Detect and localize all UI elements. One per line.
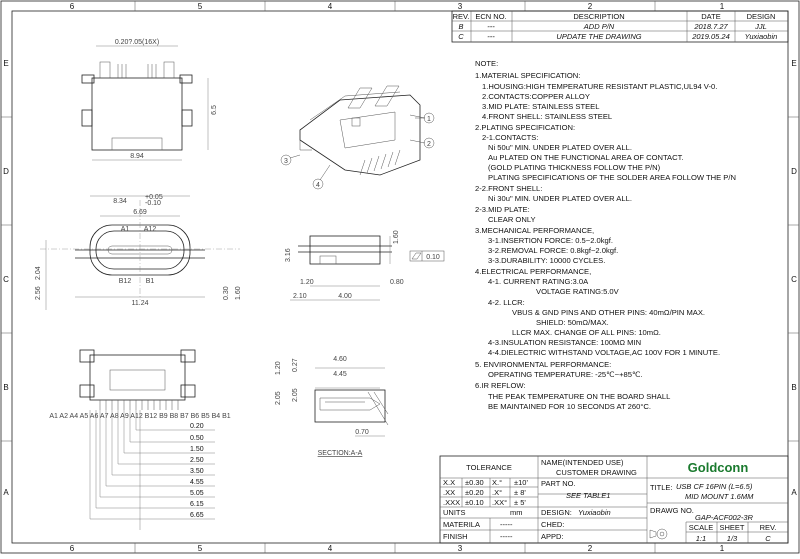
flatness-icon — [412, 253, 421, 259]
dim-side-120: 1.20 — [300, 279, 314, 286]
bottom-view — [49, 350, 230, 530]
finish-value: ----- — [500, 532, 513, 541]
dim-bot-505: 5.05 — [190, 490, 204, 497]
note-2-3-a: CLEAR ONLY — [488, 215, 536, 224]
note-2: 2.PLATING SPECIFICATION: — [475, 123, 576, 132]
grid-col-5-top: 5 — [197, 2, 203, 11]
dim-front-160: 1.60 — [235, 286, 242, 300]
tol-row-1-c: X.° — [492, 478, 503, 487]
rev-row-b-design: JJL — [755, 22, 767, 31]
tol-row-2-b: ±0.20 — [465, 488, 484, 497]
grid-row-c-right: C — [791, 275, 797, 284]
grid-col-2-bottom: 2 — [587, 544, 593, 553]
balloon-2: 2 — [427, 141, 431, 148]
drawing-no-value: GAP-ACF002-3R — [695, 513, 753, 522]
dim-front-669: 6.69 — [133, 209, 147, 216]
note-4-2-a: VBUS & GND PINS AND OTHER PINS: 40mΩ/PIN MAX. — [512, 308, 706, 317]
grid-col-6-bottom: 6 — [69, 544, 75, 553]
name-label: NAME(INTENDED USE) — [541, 458, 624, 467]
grid-row-b-left: B — [3, 383, 9, 392]
dim-sec-0272: 0.27 — [292, 358, 299, 372]
sheet-label: SHEET — [719, 523, 745, 532]
tol-row-1-b: ±0.30 — [465, 478, 484, 487]
dim-sec-445: 4.45 — [333, 371, 347, 378]
notes-block — [475, 59, 736, 411]
note-3: 3.MECHANICAL PERFORMANCE, — [475, 226, 595, 235]
dim-front-256: 2.56 — [35, 286, 42, 300]
dim-flatness: 0.10 — [426, 254, 440, 261]
tol-row-3-b: ±0.10 — [465, 498, 484, 507]
grid-col-5-bottom: 5 — [197, 544, 203, 553]
note-4-1: 4-1. CURRENT RATING:3.0A — [488, 277, 589, 286]
title-line-1: USB CF 16PIN (L=6.5) — [676, 482, 753, 491]
tol-row-2-a: .XX — [443, 488, 456, 497]
tol-row-1-d: ±10' — [514, 478, 528, 487]
note-title: NOTE: — [475, 59, 499, 68]
dim-side-160: 1.60 — [393, 230, 400, 244]
pin-a12-label: A12 — [143, 226, 157, 233]
grid-col-3-top: 3 — [457, 2, 463, 11]
grid-col-6-top: 6 — [69, 2, 75, 11]
tol-row-3-d: ± 5' — [514, 498, 526, 507]
title-block — [440, 456, 788, 543]
approved-label: APPD: — [541, 532, 564, 541]
dim-side-080: 0.80 — [390, 279, 404, 286]
rev-row-c-rev: C — [458, 32, 464, 41]
note-4: 4.ELECTRICAL PERFORMANCE, — [475, 267, 592, 276]
dim-front-1124: 11.24 — [131, 300, 149, 307]
isometric-view — [281, 86, 434, 189]
grid-col-4-top: 4 — [327, 2, 333, 11]
note-2-2: 2-2.FRONT SHELL: — [475, 184, 543, 193]
grid-row-d-right: D — [791, 167, 797, 176]
note-4-2-b: SHIELD: 50mΩ/MAX. — [536, 318, 609, 327]
note-4-2: 4-2. LLCR: — [488, 298, 525, 307]
note-4-2-c: LLCR MAX. CHANGE OF ALL PINS: 10mΩ. — [512, 328, 661, 337]
note-4-1-b: VOLTAGE RATING:5.0V — [536, 287, 619, 296]
pin-b12-label: B12 — [118, 278, 132, 285]
rev-header-design: DESIGN — [746, 12, 776, 21]
balloon-3: 3 — [284, 158, 288, 165]
dim-front-834: 8.34 — [113, 198, 127, 205]
scale-value: 1:1 — [695, 534, 707, 543]
finish-label: FINISH — [443, 532, 468, 541]
pin-b1-label: B1 — [145, 278, 155, 285]
dim-top-pitch: 0.20?.05(16X) — [114, 39, 160, 46]
note-6-1: THE PEAK TEMPERATURE ON THE BOARD SHALL — [488, 392, 671, 401]
title-line-2: MID MOUNT 1.6MM — [685, 492, 754, 501]
dim-bot-350: 3.50 — [190, 468, 204, 475]
note-3-2: 3-2.REMOVAL FORCE: 0.8kgf~2.0kgf. — [488, 246, 619, 255]
dim-bot-150: 1.50 — [190, 446, 204, 453]
dim-front-030: 0.30 — [223, 286, 230, 300]
dim-sec-205: 2.05 — [275, 391, 282, 405]
rev-row-c-ecn: --- — [487, 32, 495, 41]
pin-a1-label: A1 — [120, 226, 130, 233]
note-2-1-d: PLATING SPECIFICATIONS OF THE SOLDER AREA FOLLOW THE P/N — [488, 173, 736, 182]
revision-table — [452, 11, 788, 42]
note-1: 1.MATERIAL SPECIFICATION: — [475, 71, 581, 80]
note-2-2-a: Ni 30u" MIN. UNDER PLATED OVER ALL. — [488, 194, 632, 203]
rev-row-b-description: ADD P/N — [583, 22, 615, 31]
dim-top-width: 8.94 — [130, 153, 144, 160]
drawing-no-label: DRAWG NO. — [650, 506, 694, 515]
note-4-3: 4-3.INSULATION RESISTANCE: 100MΩ MIN — [488, 338, 642, 347]
grid-row-c-left: C — [3, 275, 9, 284]
dim-top-height: 6.5 — [211, 105, 218, 115]
rev-row-c-design: Yuxiaobin — [744, 32, 778, 41]
design-label: DESIGN: — [541, 508, 572, 517]
tol-row-3-c: .XX° — [492, 498, 508, 507]
rev-row-c-date: 2019.05.24 — [692, 32, 730, 41]
front-view — [35, 194, 242, 310]
rev-header-rev: REV. — [452, 12, 470, 21]
grid-row-b-right: B — [791, 383, 797, 392]
note-1-3: 3.MID PLATE: STAINLESS STEEL — [482, 102, 600, 111]
note-1-4: 4.FRONT SHELL: STAINLESS STEEL — [482, 112, 613, 121]
grid-col-1-top: 1 — [719, 2, 725, 11]
dim-bot-050: 0.50 — [190, 435, 204, 442]
dim-side-210: 2.10 — [293, 293, 307, 300]
note-4-4: 4-4.DIELECTRIC WITHSTAND VOLTAGE,AC 100V FOR 1 MINUTE. — [488, 348, 721, 357]
note-2-1: 2-1.CONTACTS: — [482, 133, 539, 142]
part-no-value: SEE TABLE1 — [566, 491, 611, 500]
note-6-2: BE MAINTAINED FOR 10 SECONDS AT 260°C. — [488, 402, 651, 411]
note-3-3: 3-3.DURABILITY: 10000 CYCLES. — [488, 256, 606, 265]
grid-row-e-left: E — [3, 59, 9, 68]
name-value: CUSTOMER DRAWING — [556, 468, 637, 477]
units-value: mm — [510, 508, 523, 517]
dim-sec-070: 0.70 — [355, 429, 369, 436]
tol-row-2-c: .X° — [492, 488, 503, 497]
dim-side-400: 4.00 — [338, 293, 352, 300]
materials-label: MATERILA — [443, 520, 480, 529]
sheet-value: 1/3 — [726, 534, 738, 543]
note-1-1: 1.HOUSING:HIGH TEMPERATURE RESISTANT PLASTIC,UL94 V-0. — [482, 82, 718, 91]
part-no-label: PART NO. — [541, 479, 576, 488]
balloon-1: 1 — [427, 116, 431, 123]
dim-bot-250: 2.50 — [190, 457, 204, 464]
rev-header-ecn: ECN NO. — [475, 12, 507, 21]
rev-row-c-description: UPDATE THE DRAWING — [556, 32, 642, 41]
checked-label: CHED: — [541, 520, 565, 529]
section-view — [275, 356, 388, 457]
note-2-1-a: Ni 50u" MIN. UNDER PLATED OVER ALL. — [488, 143, 632, 152]
note-6: 6.IR REFLOW: — [475, 381, 526, 390]
note-3-1: 3-1.INSERTION FORCE: 0.5~2.0kgf. — [488, 236, 613, 245]
dim-sec-460: 4.60 — [333, 356, 347, 363]
rev-row-b-date: 2018.7.27 — [694, 22, 728, 31]
rev-value: C — [765, 534, 771, 543]
rev-row-b-rev: B — [458, 22, 464, 31]
tol-row-3-a: .XXX — [443, 498, 461, 507]
design-value: Yuxiaobin — [578, 508, 611, 517]
grid-row-e-right: E — [791, 59, 797, 68]
tol-row-2-d: ± 8' — [514, 488, 526, 497]
section-label: SECTION:A-A — [317, 450, 363, 457]
note-5-1: OPERATING TEMPERATURE: -25℃~+85℃. — [488, 370, 643, 379]
dim-front-tol-minus: -0.10 — [145, 200, 161, 207]
grid-row-a-right: A — [791, 488, 797, 497]
grid-col-3-bottom: 3 — [457, 544, 463, 553]
company-logo: Goldconn — [687, 460, 749, 475]
side-view — [285, 230, 444, 300]
dim-bot-455: 4.55 — [190, 479, 204, 486]
dim-bot-020: 0.20 — [190, 423, 204, 430]
note-2-3: 2-3.MID PLATE: — [475, 205, 530, 214]
materials-value: ----- — [500, 520, 513, 529]
note-2-1-c: (GOLD PLATING THICKNESS FOLLOW THE P/N) — [488, 163, 661, 172]
note-5: 5. ENVIRONMENTAL PERFORMANCE: — [475, 360, 612, 369]
note-1-2: 2.CONTACTS:COPPER ALLOY — [482, 92, 590, 101]
tol-row-1-a: X.X — [443, 478, 456, 487]
dim-side-316: 3.16 — [285, 248, 292, 262]
rev-row-b-ecn: --- — [487, 22, 495, 31]
grid-col-1-bottom: 1 — [719, 544, 725, 553]
dim-sec-1202: 1.20 — [275, 361, 282, 375]
projection-symbol-icon — [650, 529, 667, 539]
dim-front-tol-plus: +0.05 — [145, 194, 163, 201]
top-view — [82, 39, 218, 160]
rev-label: REV. — [759, 523, 777, 532]
dim-sec-205b: 2.05 — [292, 388, 299, 402]
bottom-pin-labels: A1 A2 A4 A5 A6 A7 A8 A9 A12 B12 B9 B8 B7 B6 B5 B4 B1 — [49, 413, 231, 420]
grid-row-d-left: D — [3, 167, 9, 176]
scale-label: SCALE — [688, 523, 714, 532]
title-label: TITLE: — [650, 483, 673, 492]
rev-header-date: DATE — [701, 12, 721, 21]
dim-bot-615: 6.15 — [190, 501, 204, 508]
dim-bot-665: 6.65 — [190, 512, 204, 519]
rev-header-description: DESCRIPTION — [573, 12, 625, 21]
tolerance-label: TOLERANCE — [466, 463, 512, 472]
grid-col-2-top: 2 — [587, 2, 593, 11]
dim-front-204: 2.04 — [35, 266, 42, 280]
grid-col-4-bottom: 4 — [327, 544, 333, 553]
note-2-1-b: Au PLATED ON THE FUNCTIONAL AREA OF CONTACT. — [488, 153, 684, 162]
grid-row-a-left: A — [3, 488, 9, 497]
units-label: UNITS — [443, 508, 466, 517]
balloon-4: 4 — [316, 182, 320, 189]
